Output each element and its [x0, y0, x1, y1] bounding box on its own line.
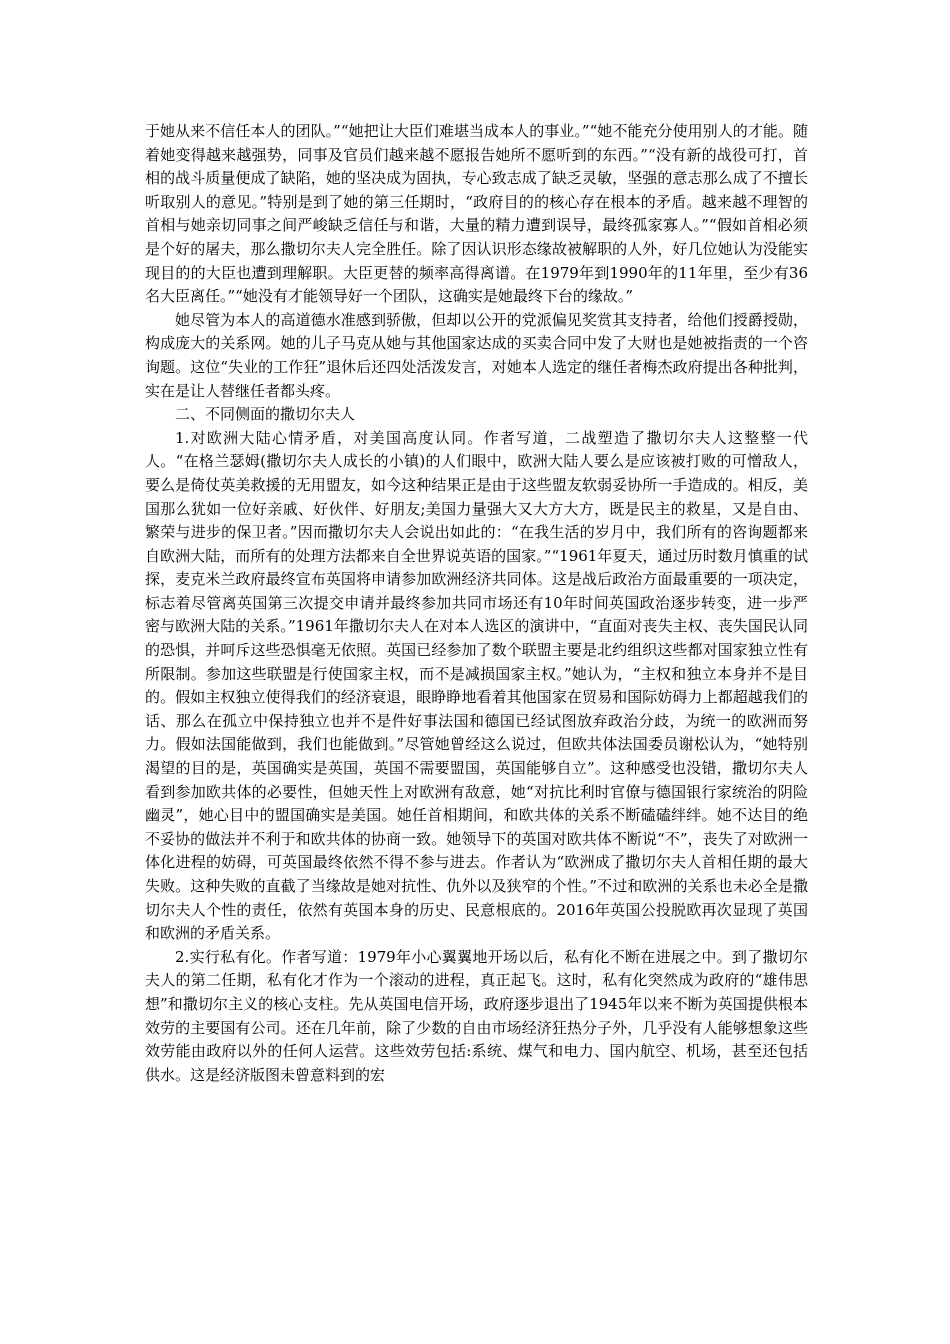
paragraph-cabinet-critique: 于她从来不信任本人的团队。”“她把让大臣们难堪当成本人的事业。”“她不能充分使用别人的才能。随着她变得越来越强势，同事及官员们越来越不愿报告她所不愿听到的东西。”“没有新的战役可打，首相的战斗质量便成了缺陷，她的坚决成为固执，专心致志成了缺乏灵敏，坚强的意志那么成了不擅长听取别人的意见。”特别是到了她的第三任期时，“政府目的的核心存在根本的矛盾。越来越不理智的首相与她亲切同事之间严峻缺乏信任与和谐，大量的精力遭到误导，最终孤家寡人。”“假如首相必须是个好的屠夫，那么撒切尔夫人完全胜任。除了因认识形态缘故被解职的人外，好几位她认为没能实现目的的大臣也遭到理解职。大臣更替的频率高得离谱。在1979年到1990年的11年里，至少有36名大臣离任。”“她没有才能领导好一个团队，这确实是她最终下台的缘故。” [145, 122, 808, 306]
section-heading: 二、不同侧面的撒切尔夫人 [175, 405, 356, 424]
paragraph-patronage: 她尽管为本人的高道德水准感到骄傲，但却以公开的党派偏见奖赏其支持者，给他们授爵授勋，构成庞大的关系网。她的儿子马克从她与其他国家达成的买卖合同中发了大财也是她被指责的一个咨询题。这位“失业的工作狂”退休后还四处活泼发言，对她本人选定的继任者梅杰政府提出各种批判，实在是让人替继任者都头疼。 [145, 310, 808, 400]
paragraph-europe-america: 1.对欧洲大陆心情矛盾，对美国高度认同。作者写道，二战塑造了撒切尔夫人这整整一代人。“在格兰瑟姆(撒切尔夫人成长的小镇)的人们眼中，欧洲大陆人要么是应该被打败的可憎敌人，要么是倚仗英美救援的无用盟友，如今这种结果正是由于这些盟友软弱妥协所一手造成的。相反，美国那么犹如一位好亲戚、好伙伴、好朋友;美国力量强大又大方大方，既是民主的救星，又是自由、繁荣与进步的保卫者。”因而撒切尔夫人会说出如此的：“在我生活的岁月中，我们所有的咨询题都来自欧洲大陆，而所有的处理方法都来自全世界说英语的国家。”“1961年夏天，通过历时数月慎重的试探，麦克米兰政府最终宣布英国将申请参加欧洲经济共同体。这是战后政治方面最重要的一项决定，标志着尽管离英国第三次提交申请并最终参加共同市场还有10年时间英国政治逐步转变，进一步严密与欧洲大陆的关系。”1961年撒切尔夫人在对本人选区的演讲中，“直面对丧失主权、丧失国民认同的恐惧，并呵斥这些恐惧毫无依照。英国已经参加了数个联盟主要是北约组织这些都对国家独立性有所限制。参加这些联盟是行使国家主权，而不是减损国家主权。”她认为，“主权和独立本身并不是目的。假如主权独立使得我们的经济衰退，眼睁睁地看着其他国家在贸易和国际妨碍力上都超越我们的话、那么在孤立中保持独立也并不是件好事法国和德国已经试图放弃政治分歧，为统一的欧洲而努力。假如法国能做到，我们也能做到。”尽管她曾经这么说过，但欧共体法国委员谢松认为，“她特别渴望的目的是，英国确实是英国，英国不需要盟国，英国能够自立”。这种感受也没错，撒切尔夫人看到参加欧共体的必要性，但她天性上对欧洲有敌意，她“对抗比利时官僚与德国银行家统治的阴险幽灵”，她心目中的盟国确实是美国。她任首相期间，和欧共体的关系不断磕磕绊绊。她不达目的绝不妥协的做法并不利于和欧共体的协商一致。她领导下的英国对欧共体不断说“不”，丧失了对欧洲一体化进程的妨碍，可英国最终依然不得不参与进去。作者认为“欧洲成了撒切尔夫人首相任期的最大失败。这种失败的直截了当缘故是她对抗性、仇外以及狭窄的个性。”不过和欧洲的关系也未必全是撒切尔夫人个性的责任，依然有英国本身的历史、民意根底的。2016年英国公投脱欧再次显现了英国和欧洲的矛盾关系。 [145, 428, 808, 943]
paragraph-privatization: 2.实行私有化。作者写道：1979年小心翼翼地开场以后，私有化不断在进展之中。到了撒切尔夫人的第二任期，私有化才作为一个滚动的进程，真正起飞。这时，私有化突然成为政府的“雄伟思想”和撒切尔主义的核心支柱。先从英国电信开场，政府逐步退出了1945年以来不断为英国提供根本效劳的主要国有公司。还在几年前，除了少数的自由市场经济狂热分子外，几乎没有人能够想象这些效劳能由政府以外的任何人运营。这些效劳包括:系统、煤气和电力、国内航空、机场，甚至还包括供水。这是经济版图未曾意料到的宏 [145, 947, 808, 1084]
document-page [145, 120, 808, 1087]
